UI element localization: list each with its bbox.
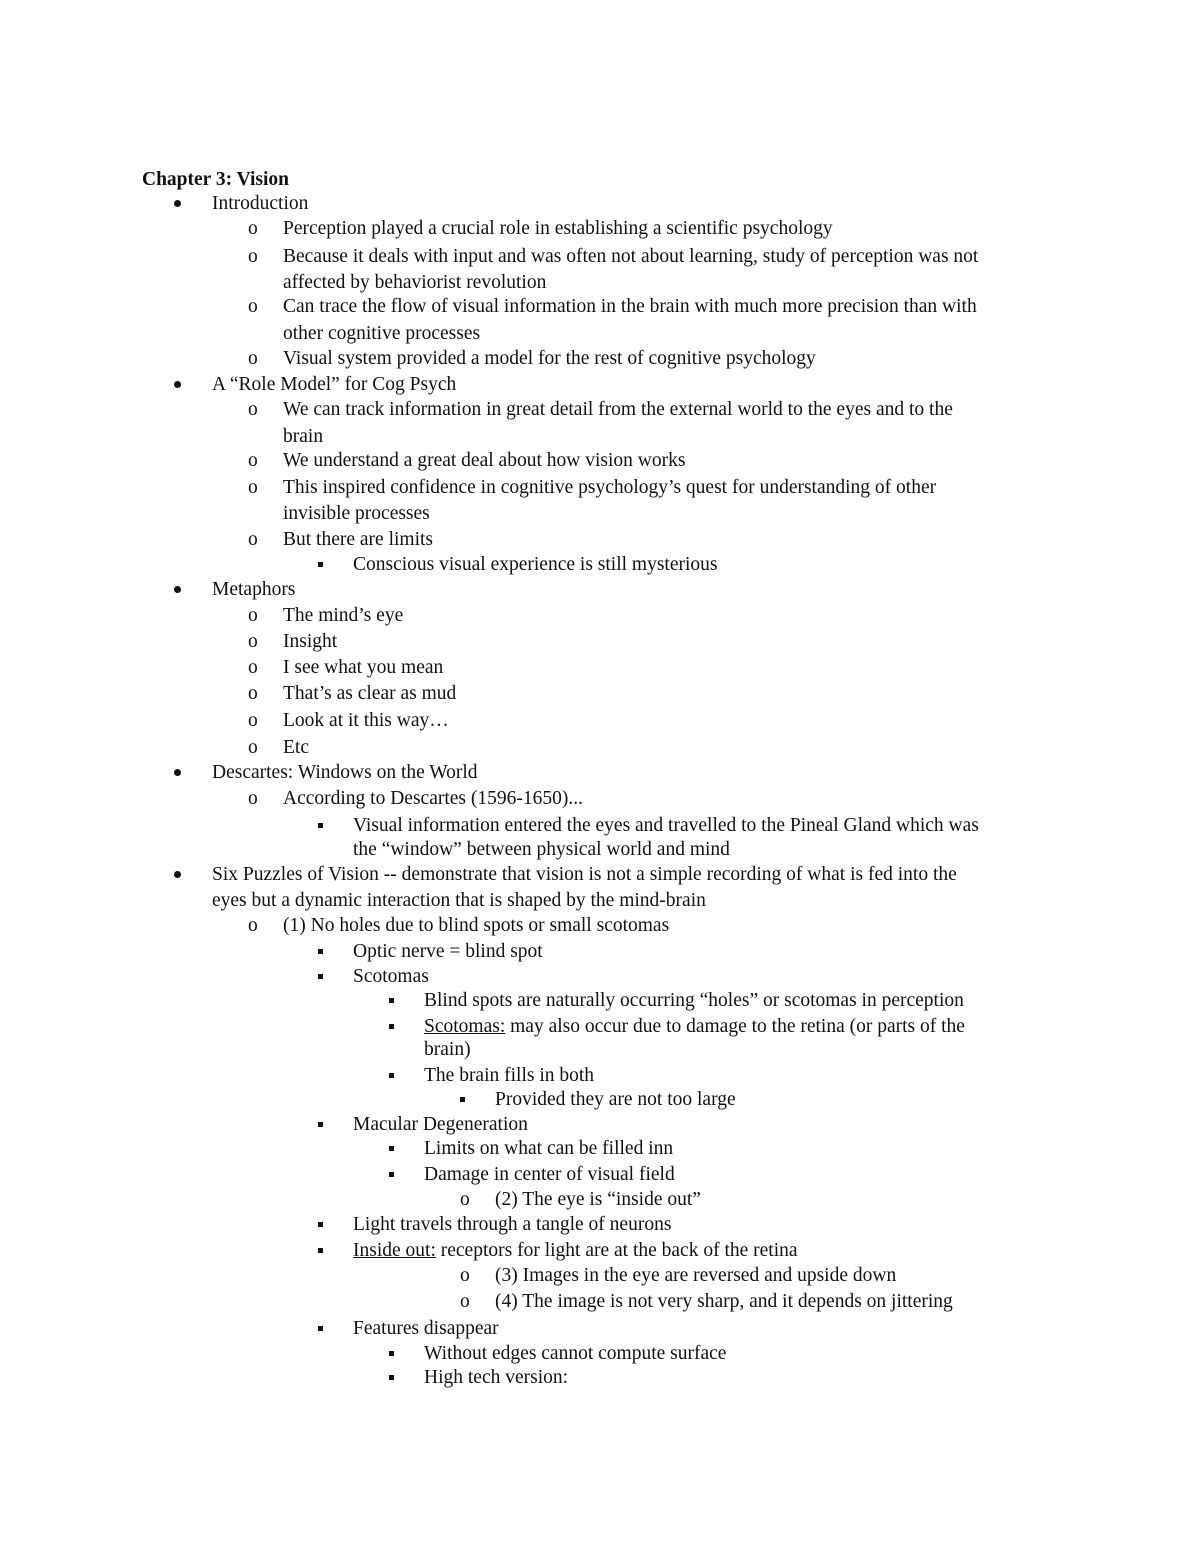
line-text: receptors for light are at the back of the retina: [435, 1240, 798, 1261]
circle-bullet-icon: o: [248, 915, 258, 936]
outline-line: [212, 760, 478, 786]
outline-line: [283, 270, 546, 296]
outline-line: [283, 681, 456, 707]
line-text: Look at it this way…: [283, 710, 449, 731]
line-text: (4) The image is not very sharp, and it depends on jittering: [495, 1291, 953, 1312]
outline-line: [495, 1263, 896, 1289]
circle-bullet-icon: o: [248, 737, 258, 758]
square-bullet-icon: [318, 964, 338, 990]
circle-bullet-icon: o: [460, 1291, 470, 1312]
line-text: Scotomas: [353, 966, 429, 987]
circle-bullet-icon: o: [248, 657, 258, 678]
square-bullet-icon: [318, 813, 338, 839]
line-text: I see what you mean: [283, 657, 444, 678]
outline-line: [212, 191, 308, 217]
outline-line: [283, 448, 685, 474]
outline-line: [283, 244, 978, 270]
square-bullet-icon: [389, 988, 409, 1014]
line-text: (3) Images in the eye are reversed and upside down: [495, 1265, 897, 1286]
line-text: Because it deals with input and was often not about learning, study of perception was not: [283, 246, 979, 267]
square-bullet-icon: [389, 1014, 409, 1040]
circle-bullet-icon: o: [248, 296, 258, 317]
outline-line: [353, 1238, 798, 1264]
square-bullet-icon: [318, 939, 338, 965]
outline-line: [424, 1037, 471, 1063]
line-text: Perception played a crucial role in establishing a scientific psychology: [283, 218, 833, 239]
outline-line: [283, 655, 443, 681]
square-bullet-icon: [318, 1112, 338, 1138]
outline-line: [283, 735, 309, 761]
outline-line: [353, 813, 979, 839]
outline-line: [212, 862, 957, 888]
circle-bullet-icon: o: [248, 246, 258, 267]
square-bullet-icon: [389, 1341, 409, 1367]
circle-bullet-icon: o: [248, 710, 258, 731]
line-text: other cognitive processes: [283, 323, 481, 344]
outline-line: [283, 603, 403, 629]
chapter-title: Chapter 3: Vision: [142, 169, 289, 190]
line-text: We can track information in great detail from the external world to the eyes and to the: [283, 399, 953, 420]
outline-line: [353, 964, 429, 990]
outline-line: [283, 216, 833, 242]
line-text: The brain fills in both: [424, 1065, 595, 1086]
circle-bullet-icon: o: [248, 218, 258, 239]
circle-bullet-icon: o: [248, 631, 258, 652]
line-text: Macular Degeneration: [353, 1114, 528, 1135]
outline-line: [353, 837, 730, 863]
line-text: invisible processes: [283, 503, 430, 524]
outline-line: [424, 1341, 726, 1367]
outline-line: [353, 1112, 528, 1138]
outline-line: [212, 577, 295, 603]
outline-line: [424, 1365, 568, 1391]
circle-bullet-icon: o: [248, 450, 258, 471]
outline-line: [283, 424, 323, 450]
disc-bullet-icon: [174, 191, 194, 217]
line-text: Visual system provided a model for the rest of cognitive psychology: [283, 348, 816, 369]
line-text: Can trace the flow of visual information in the brain with much more precision than with: [283, 296, 977, 317]
outline-line: [353, 939, 543, 965]
circle-bullet-icon: o: [248, 605, 258, 626]
circle-bullet-icon: o: [460, 1189, 470, 1210]
disc-bullet-icon: [174, 577, 194, 603]
line-text: Descartes: Windows on the World: [212, 762, 478, 783]
disc-bullet-icon: [174, 372, 194, 398]
outline-line: [283, 786, 583, 812]
outline-line: [424, 1014, 965, 1040]
outline-line: [353, 1316, 499, 1342]
line-text: may also occur due to damage to the retina (or parts of the: [505, 1016, 965, 1037]
outline-line: [283, 397, 953, 423]
line-text: We understand a great deal about how vision works: [283, 450, 686, 471]
line-text: Without edges cannot compute surface: [424, 1343, 727, 1364]
line-text: Light travels through a tangle of neurons: [353, 1214, 672, 1235]
line-text: The mind’s eye: [283, 605, 404, 626]
line-text: Metaphors: [212, 579, 296, 600]
line-text: (2) The eye is “inside out”: [495, 1189, 701, 1210]
outline-line: [212, 372, 456, 398]
line-text: brain): [424, 1039, 471, 1060]
line-text: According to Descartes (1596-1650)...: [283, 788, 583, 809]
circle-bullet-icon: o: [248, 348, 258, 369]
outline-line: [424, 988, 964, 1014]
outline-line: [283, 346, 816, 372]
line-text: High tech version:: [424, 1367, 569, 1388]
line-text: A “Role Model” for Cog Psych: [212, 374, 457, 395]
circle-bullet-icon: o: [460, 1265, 470, 1286]
line-text: Etc: [283, 737, 309, 758]
square-bullet-icon: [389, 1365, 409, 1391]
outline-line: [283, 629, 337, 655]
outline-line: [283, 708, 449, 734]
line-text: affected by behaviorist revolution: [283, 272, 547, 293]
circle-bullet-icon: o: [248, 529, 258, 550]
outline-line: [353, 1212, 671, 1238]
outline-line: [495, 1289, 953, 1315]
line-text: eyes but a dynamic interaction that is shaped by the mind-brain: [212, 890, 706, 911]
outline-line: [424, 1136, 673, 1162]
underlined-term: Scotomas:: [424, 1016, 506, 1037]
circle-bullet-icon: o: [248, 477, 258, 498]
circle-bullet-icon: o: [248, 399, 258, 420]
outline-line: [212, 888, 706, 914]
square-bullet-icon: [389, 1136, 409, 1162]
outline-line: [424, 1063, 594, 1089]
square-bullet-icon: [318, 552, 338, 578]
line-text: Optic nerve = blind spot: [353, 941, 543, 962]
outline-line: [283, 913, 669, 939]
outline-line: [495, 1187, 701, 1213]
line-text: Limits on what can be filled inn: [424, 1138, 674, 1159]
outline-line: [283, 321, 480, 347]
underlined-term: Inside out:: [353, 1240, 436, 1261]
line-text: Introduction: [212, 193, 309, 214]
outline-line: [353, 552, 718, 578]
square-bullet-icon: [318, 1316, 338, 1342]
line-text: Conscious visual experience is still mysterious: [353, 554, 718, 575]
outline-line: [283, 294, 977, 320]
disc-bullet-icon: [174, 862, 194, 888]
line-text: Provided they are not too large: [495, 1089, 736, 1110]
square-bullet-icon: [389, 1063, 409, 1089]
line-text: That’s as clear as mud: [283, 683, 457, 704]
line-text: Blind spots are naturally occurring “holes” or scotomas in perception: [424, 990, 964, 1011]
line-text: Insight: [283, 631, 338, 652]
line-text: the “window” between physical world and mind: [353, 839, 730, 860]
circle-bullet-icon: o: [248, 683, 258, 704]
square-bullet-icon: [318, 1238, 338, 1264]
line-text: brain: [283, 426, 324, 447]
square-bullet-icon: [389, 1162, 409, 1188]
outline-line: [283, 475, 936, 501]
line-text: Visual information entered the eyes and travelled to the Pineal Gland which was: [353, 815, 979, 836]
line-text: Damage in center of visual field: [424, 1164, 675, 1185]
outline-line: [283, 501, 430, 527]
line-text: This inspired confidence in cognitive psychology’s quest for understanding of other: [283, 477, 937, 498]
outline-line: [495, 1087, 736, 1113]
outline-line: [283, 527, 433, 553]
square-bullet-icon: [460, 1087, 480, 1113]
line-text: But there are limits: [283, 529, 434, 550]
line-text: Features disappear: [353, 1318, 499, 1339]
line-text: Six Puzzles of Vision -- demonstrate that vision is not a simple recording of what is fed into the: [212, 864, 957, 885]
circle-bullet-icon: o: [248, 788, 258, 809]
square-bullet-icon: [318, 1212, 338, 1238]
outline-line: [424, 1162, 675, 1188]
line-text: (1) No holes due to blind spots or small scotomas: [283, 915, 670, 936]
disc-bullet-icon: [174, 760, 194, 786]
